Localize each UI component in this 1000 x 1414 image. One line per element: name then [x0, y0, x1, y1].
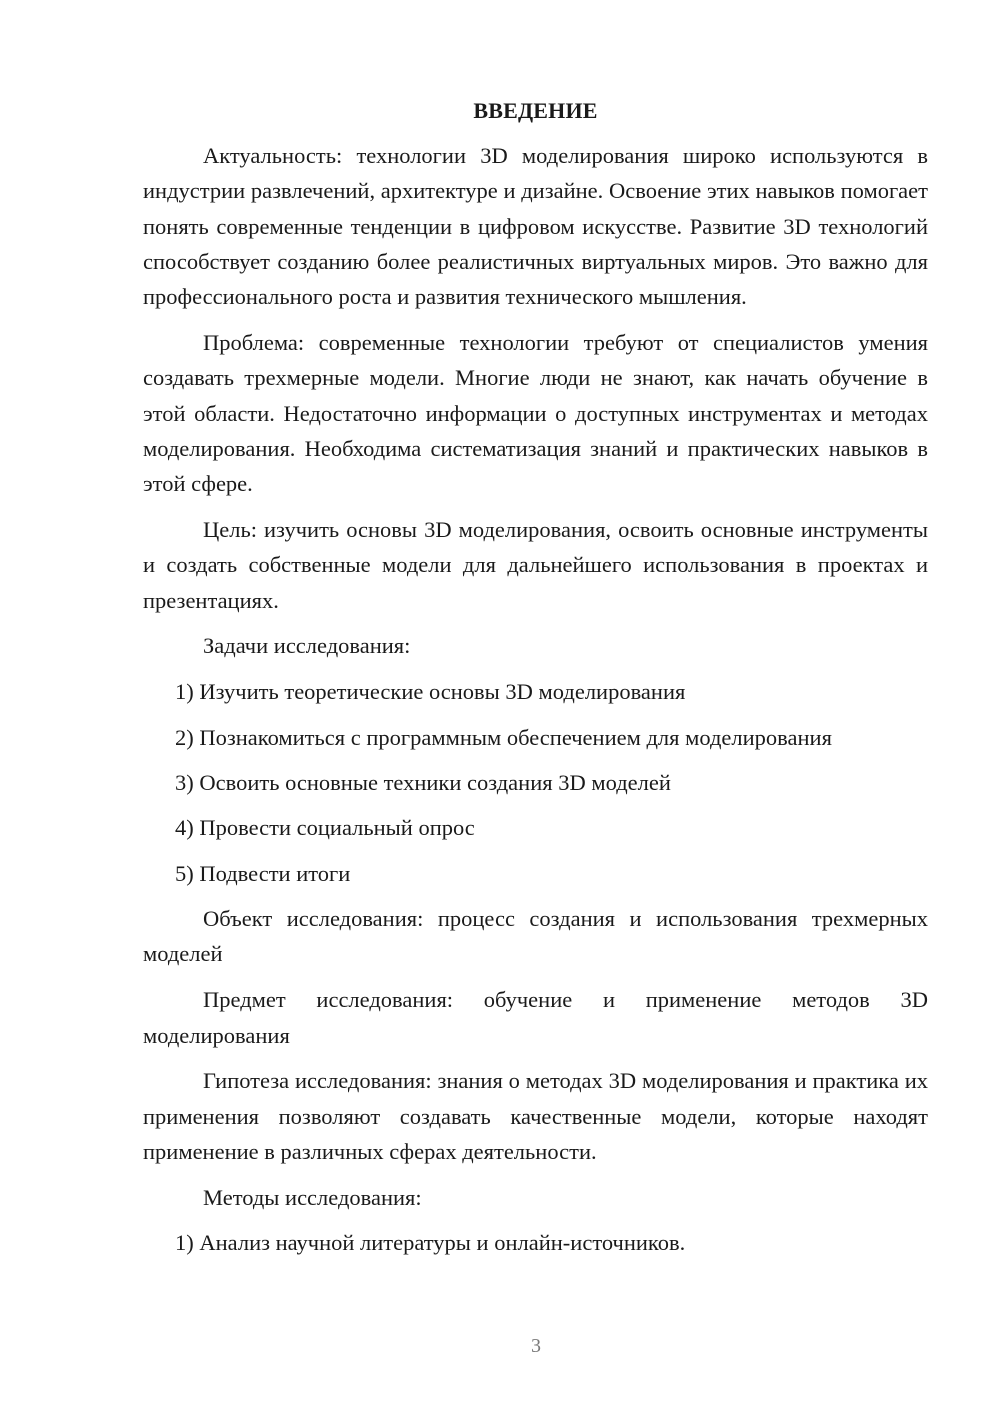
list-item: 1) Анализ научной литературы и онлайн-источников. — [175, 1230, 686, 1256]
page-content — [143, 96, 928, 1271]
subject-paragraph: Предмет исследования: обучение и применение методов 3D моделирования — [143, 987, 928, 1048]
methods-list — [143, 1225, 928, 1260]
list-item: 2) Познакомиться с программным обеспечением для моделирования — [175, 724, 832, 750]
list-item: 4) Провести социальный опрос — [175, 815, 475, 841]
tasks-list — [143, 674, 928, 891]
problem-paragraph: Проблема: современные технологии требуют от специалистов умения создавать трехмерные модели. Многие люди не знают, как начать обучение в этой области. Недостаточно информации о доступных инструментах и методах моделирования. Необходима систематизация знаний и практических навыков в этой сфере. — [143, 329, 928, 497]
page-number: 3 — [531, 1335, 541, 1357]
list-item: 5) Подвести итоги — [175, 860, 351, 886]
page-title: ВВЕДЕНИЕ — [473, 98, 598, 123]
methods-heading: Методы исследования: — [203, 1184, 422, 1210]
goal-paragraph: Цель: изучить основы 3D моделирования, освоить основные инструменты и создать собственные модели для дальнейшего использования в проектах и презентациях. — [143, 516, 928, 613]
relevance-paragraph: Актуальность: технологии 3D моделирования широко используются в индустрии развлечений, архитектуре и дизайне. Освоение этих навыков помогает понять современные тенденции в цифровом искусстве. Развитие 3D технологий способствует созданию более реалистичных виртуальных миров. Это важно для профессионального роста и развития технического мышления. — [143, 143, 928, 310]
object-paragraph: Объект исследования: процесс создания и использования трехмерных моделей — [143, 906, 928, 967]
tasks-heading: Задачи исследования: — [203, 633, 411, 659]
hypothesis-paragraph: Гипотеза исследования: знания о методах 3D моделирования и практика их применения позволяют создавать качественные модели, которые находят применение в различных сферах деятельности. — [143, 1068, 928, 1164]
list-item: 3) Освоить основные техники создания 3D моделей — [175, 769, 671, 795]
list-item: 1) Изучить теоретические основы 3D моделирования — [175, 679, 686, 705]
